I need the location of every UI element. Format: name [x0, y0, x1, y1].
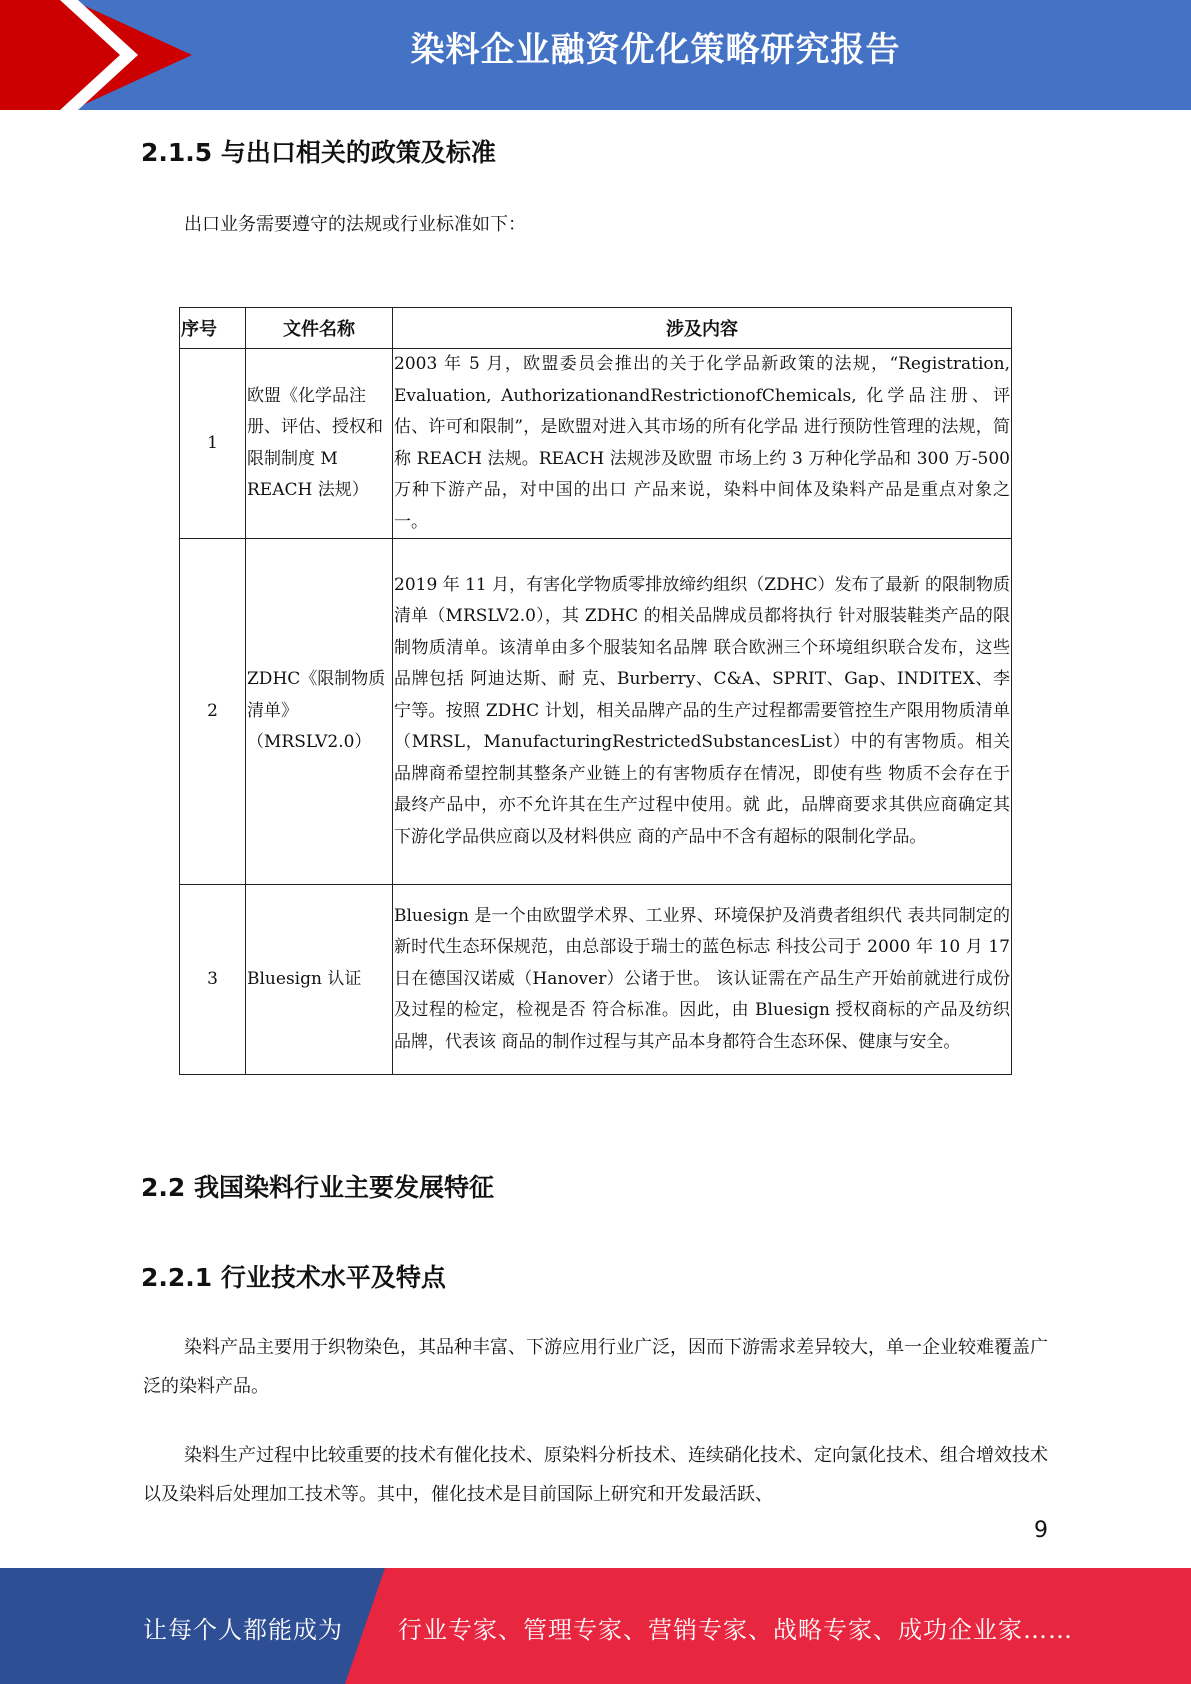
chevron-right-icon: [60, 0, 150, 110]
document-name: ZDHC《限制物质清单》（MRSLV2.0）: [246, 539, 393, 885]
footer-slogan-left: 让每个人都能成为: [143, 1616, 343, 1644]
page-header: [0, 0, 1191, 110]
footer-slogan-right: 行业专家、管理专家、营销专家、战略专家、成功企业家……: [398, 1616, 1073, 1644]
page-number: 9: [1034, 1518, 1048, 1543]
document-content: 2003 年 5 月，欧盟委员会推出的关于化学品新政策的法规，“Registration, Evaluation, AuthorizationandRestrictionofChemicals, 化学品注册、评估、许可和限制”，是欧盟对进入其市场的所有化学品 进行预防性管理的法规，简称 REACH 法规。REACH 法规涉及欧盟 市场上约 3 万种化学品和 300 万-500 万种下游产品，对中国的出口 产品来说，染料中间体及染料产品是重点对象之一。: [393, 349, 1012, 539]
document-name: 欧盟《化学品注册、评估、授权和限制制度 M REACH 法规）: [246, 349, 393, 539]
row-number: 1: [180, 349, 246, 539]
column-header-content: 涉及内容: [393, 308, 1012, 349]
report-title: 染料企业融资优化策略研究报告: [410, 30, 901, 70]
row-number: 3: [180, 885, 246, 1075]
section-heading-2-1-5: 2.1.5 与出口相关的政策及标准: [141, 138, 496, 167]
section-intro: 出口业务需要遵守的法规或行业标准如下：: [184, 214, 526, 235]
table-row: [180, 349, 1012, 539]
document-content: Bluesign 是一个由欧盟学术界、工业界、环境保护及消费者组织代 表共同制定的新时代生态环保规范，由总部设于瑞士的蓝色标志 科技公司于 2000 年 10 月 17 日在德国汉诺威（Hanover）公诸于世。 该认证需在产品生产开始前就进行成份及过程的检定，检视是否 符合标准。因此，由 Bluesign 授权商标的产品及纺织品牌，代表该 商品的制作过程与其产品本身都符合生态环保、健康与安全。: [393, 885, 1012, 1075]
section-heading-2-2-1: 2.2.1 行业技术水平及特点: [141, 1263, 446, 1292]
row-number: 2: [180, 539, 246, 885]
paragraph: 染料产品主要用于织物染色，其品种丰富、下游应用行业广泛，因而下游需求差异较大，单一企业较难覆盖广泛的染料产品。: [143, 1337, 1048, 1397]
table-row: [180, 539, 1012, 885]
table-header-row: [180, 308, 1012, 349]
table-row: [180, 885, 1012, 1075]
document-name: Bluesign 认证: [246, 885, 393, 1075]
column-header-no: 序号: [180, 308, 246, 349]
paragraph: 染料生产过程中比较重要的技术有催化技术、原染料分析技术、连续硝化技术、定向氯化技术、组合增效技术以及染料后处理加工技术等。其中，催化技术是目前国际上研究和开发最活跃、: [143, 1445, 1048, 1505]
document-content: 2019 年 11 月，有害化学物质零排放缔约组织（ZDHC）发布了最新 的限制物质清单（MRSLV2.0），其 ZDHC 的相关品牌成员都将执行 针对服装鞋类产品的限制物质清单。该清单由多个服装知名品牌 联合欧洲三个环境组织联合发布，这些品牌包括 阿迪达斯、耐 克、Burberry、C&A、SPRIT、Gap、INDITEX、李宁等。按照 ZDHC 计划，相关品牌产品的生产过程都需要管控生产限用物质清单 （MRSL，ManufacturingRestrictedSubstancesList）中的有害物质。相关 品牌商希望控制其整条产业链上的有害物质存在情况，即使有些 物质不会存在于最终产品中，亦不允许其在生产过程中使用。就 此，品牌商要求其供应商确定其下游化学品供应商以及材料供应 商的产品中不含有超标的限制化学品。: [393, 539, 1012, 885]
regulations-table: [179, 307, 1012, 1075]
page-footer: [0, 1568, 1191, 1684]
section-heading-2-2: 2.2 我国染料行业主要发展特征: [141, 1173, 494, 1202]
column-header-name: 文件名称: [246, 308, 393, 349]
